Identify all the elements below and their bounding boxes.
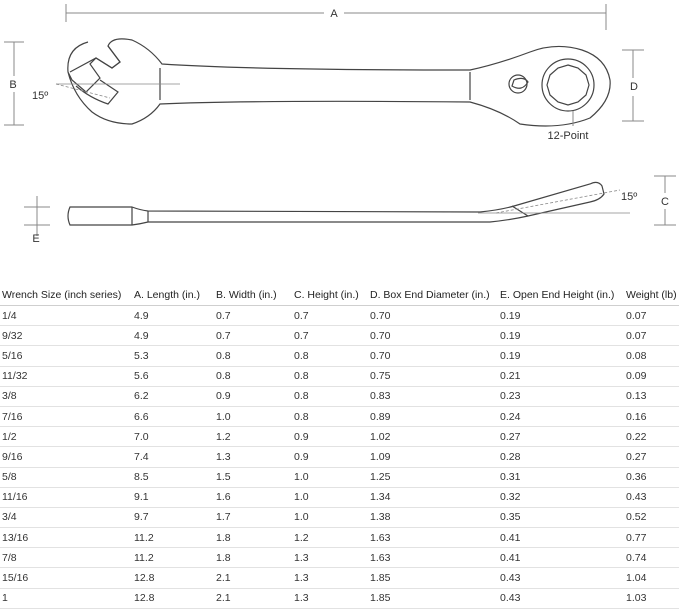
table-cell: 0.77 bbox=[624, 528, 679, 548]
column-header: D. Box End Diameter (in.) bbox=[368, 285, 498, 306]
table-cell: 4.9 bbox=[132, 306, 214, 326]
table-cell: 0.9 bbox=[292, 447, 368, 467]
label-a: A bbox=[330, 8, 338, 20]
table-cell: 0.8 bbox=[214, 366, 292, 386]
table-row bbox=[0, 588, 679, 608]
table-cell: 0.7 bbox=[214, 326, 292, 346]
table-cell: 7.0 bbox=[132, 427, 214, 447]
table-cell: 1.63 bbox=[368, 528, 498, 548]
table-row bbox=[0, 507, 679, 527]
table-cell: 0.41 bbox=[498, 528, 624, 548]
table-row bbox=[0, 366, 679, 386]
table-cell: 0.28 bbox=[498, 447, 624, 467]
table-cell: 0.23 bbox=[498, 386, 624, 406]
table-cell: 1.8 bbox=[214, 548, 292, 568]
table-row bbox=[0, 467, 679, 487]
column-header: Weight (lb) bbox=[624, 285, 679, 306]
dimension-e bbox=[24, 196, 50, 236]
table-cell: 1.38 bbox=[368, 507, 498, 527]
table-cell: 0.07 bbox=[624, 306, 679, 326]
table-cell: 0.74 bbox=[624, 548, 679, 568]
table-cell: 1.34 bbox=[368, 487, 498, 507]
table-cell: 13/16 bbox=[0, 528, 132, 548]
table-cell: 1.03 bbox=[624, 588, 679, 608]
table-cell: 1.6 bbox=[214, 487, 292, 507]
label-angle-top: 15º bbox=[32, 90, 49, 102]
table-row bbox=[0, 447, 679, 467]
label-c: C bbox=[661, 196, 669, 208]
table-row bbox=[0, 406, 679, 426]
column-header: Wrench Size (inch series) bbox=[0, 285, 132, 306]
wrench-diagram bbox=[0, 0, 679, 280]
table-cell: 0.9 bbox=[214, 386, 292, 406]
table-cell: 5.3 bbox=[132, 346, 214, 366]
table-cell: 0.89 bbox=[368, 406, 498, 426]
table-cell: 0.70 bbox=[368, 326, 498, 346]
table-cell: 1.63 bbox=[368, 548, 498, 568]
table-cell: 1.85 bbox=[368, 568, 498, 588]
table-cell: 0.8 bbox=[292, 406, 368, 426]
table-row bbox=[0, 346, 679, 366]
table-cell: 7/16 bbox=[0, 406, 132, 426]
table-cell: 12.8 bbox=[132, 588, 214, 608]
table-cell: 1.0 bbox=[292, 507, 368, 527]
table-cell: 0.16 bbox=[624, 406, 679, 426]
table-cell: 2.1 bbox=[214, 588, 292, 608]
table-cell: 0.31 bbox=[498, 467, 624, 487]
table-cell: 2.1 bbox=[214, 568, 292, 588]
table-cell: 0.7 bbox=[292, 306, 368, 326]
table-cell: 1.3 bbox=[292, 548, 368, 568]
table-cell: 8.5 bbox=[132, 467, 214, 487]
table-cell: 1.8 bbox=[214, 528, 292, 548]
table-cell: 1/2 bbox=[0, 427, 132, 447]
table-cell: 0.36 bbox=[624, 467, 679, 487]
table-cell: 1.5 bbox=[214, 467, 292, 487]
wrench-top-view bbox=[68, 39, 610, 126]
table-cell: 11/32 bbox=[0, 366, 132, 386]
table-cell: 0.22 bbox=[624, 427, 679, 447]
table-cell: 0.43 bbox=[498, 588, 624, 608]
table-cell: 1.02 bbox=[368, 427, 498, 447]
table-cell: 7/8 bbox=[0, 548, 132, 568]
table-cell: 0.19 bbox=[498, 346, 624, 366]
table-body bbox=[0, 306, 679, 609]
table-row bbox=[0, 326, 679, 346]
table-cell: 0.52 bbox=[624, 507, 679, 527]
table-cell: 11/16 bbox=[0, 487, 132, 507]
column-header: C. Height (in.) bbox=[292, 285, 368, 306]
wrench-dimension-drawing bbox=[0, 0, 679, 280]
table-cell: 0.07 bbox=[624, 326, 679, 346]
table-cell: 4.9 bbox=[132, 326, 214, 346]
table-cell: 1.2 bbox=[292, 528, 368, 548]
label-angle-side: 15º bbox=[621, 191, 638, 203]
table-cell: 1.7 bbox=[214, 507, 292, 527]
table-cell: 11.2 bbox=[132, 528, 214, 548]
label-box-end: 12-Point bbox=[547, 130, 589, 142]
table-cell: 12.8 bbox=[132, 568, 214, 588]
table-cell: 1.2 bbox=[214, 427, 292, 447]
table-cell: 0.8 bbox=[292, 386, 368, 406]
table-cell: 6.6 bbox=[132, 406, 214, 426]
table-cell: 0.08 bbox=[624, 346, 679, 366]
table-row bbox=[0, 568, 679, 588]
table-cell: 5/16 bbox=[0, 346, 132, 366]
table-cell: 3/4 bbox=[0, 507, 132, 527]
table-cell: 1.0 bbox=[214, 406, 292, 426]
table-cell: 9.1 bbox=[132, 487, 214, 507]
table-cell: 9/16 bbox=[0, 447, 132, 467]
table-cell: 0.7 bbox=[292, 326, 368, 346]
table-row bbox=[0, 548, 679, 568]
table-cell: 15/16 bbox=[0, 568, 132, 588]
table-cell: 1.85 bbox=[368, 588, 498, 608]
table-cell: 0.70 bbox=[368, 346, 498, 366]
column-header: A. Length (in.) bbox=[132, 285, 214, 306]
column-header: B. Width (in.) bbox=[214, 285, 292, 306]
table-cell: 0.09 bbox=[624, 366, 679, 386]
table-cell: 0.41 bbox=[498, 548, 624, 568]
table-cell: 9.7 bbox=[132, 507, 214, 527]
table-header-row bbox=[0, 285, 679, 306]
table-cell: 11.2 bbox=[132, 548, 214, 568]
table-cell: 9/32 bbox=[0, 326, 132, 346]
table-cell: 1.0 bbox=[292, 487, 368, 507]
table-row bbox=[0, 427, 679, 447]
table-cell: 0.19 bbox=[498, 326, 624, 346]
table-cell: 0.43 bbox=[624, 487, 679, 507]
table-cell: 0.70 bbox=[368, 306, 498, 326]
table-cell: 1.0 bbox=[292, 467, 368, 487]
table-cell: 1.25 bbox=[368, 467, 498, 487]
table-cell: 5/8 bbox=[0, 467, 132, 487]
table-row bbox=[0, 386, 679, 406]
table-cell: 0.43 bbox=[498, 568, 624, 588]
table-cell: 0.83 bbox=[368, 386, 498, 406]
label-d: D bbox=[630, 81, 638, 93]
table-cell: 1.3 bbox=[214, 447, 292, 467]
table-cell: 1 bbox=[0, 588, 132, 608]
table-cell: 7.4 bbox=[132, 447, 214, 467]
column-header: E. Open End Height (in.) bbox=[498, 285, 624, 306]
table-cell: 0.32 bbox=[498, 487, 624, 507]
table-cell: 0.8 bbox=[292, 346, 368, 366]
table-row bbox=[0, 487, 679, 507]
table-cell: 1.3 bbox=[292, 588, 368, 608]
label-e: E bbox=[32, 233, 40, 245]
table-cell: 5.6 bbox=[132, 366, 214, 386]
table-cell: 0.35 bbox=[498, 507, 624, 527]
table-cell: 0.24 bbox=[498, 406, 624, 426]
table-cell: 0.27 bbox=[498, 427, 624, 447]
table-cell: 0.7 bbox=[214, 306, 292, 326]
table-cell: 1.09 bbox=[368, 447, 498, 467]
wrench-spec-table bbox=[0, 285, 679, 609]
wrench-side-view bbox=[68, 182, 604, 225]
table-cell: 0.75 bbox=[368, 366, 498, 386]
table-cell: 0.8 bbox=[214, 346, 292, 366]
table-row bbox=[0, 306, 679, 326]
table-cell: 0.9 bbox=[292, 427, 368, 447]
table-cell: 0.27 bbox=[624, 447, 679, 467]
table-cell: 1/4 bbox=[0, 306, 132, 326]
table-cell: 0.8 bbox=[292, 366, 368, 386]
table-row bbox=[0, 528, 679, 548]
table-cell: 3/8 bbox=[0, 386, 132, 406]
table-cell: 1.04 bbox=[624, 568, 679, 588]
table-cell: 1.3 bbox=[292, 568, 368, 588]
table-cell: 6.2 bbox=[132, 386, 214, 406]
table-cell: 0.19 bbox=[498, 306, 624, 326]
label-b: B bbox=[9, 79, 17, 91]
table-cell: 0.21 bbox=[498, 366, 624, 386]
table-cell: 0.13 bbox=[624, 386, 679, 406]
